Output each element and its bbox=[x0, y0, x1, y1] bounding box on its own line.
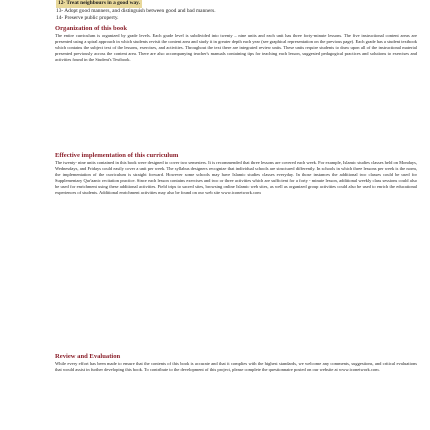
rules-list bbox=[56, 0, 416, 23]
section-heading: Organization of this book bbox=[55, 25, 127, 32]
section-heading: Review and Evaluation bbox=[55, 353, 121, 360]
implementation-section bbox=[55, 152, 417, 196]
section-heading: Effective implementation of this curriculum bbox=[55, 152, 179, 159]
list-item: 14- Preserve public property. bbox=[56, 15, 119, 21]
organization-section bbox=[55, 25, 417, 63]
section-paragraph: The twenty- nine units contained in this book were designed to cover two semesters. It is recommended that three lessons are covered each week. For example, Islamic studies classes held on Mondays, Wednesdays, and Fridays could easily cover a unit per week. The syllabus designers recognize that individual schools are structured differently. In schools in which three lessons per week is the norm, the implementation of the curriculum is straight forward. However some schools may have Islamic studies classes everyday. In those instances the additional two classes could be used for Supplementary Qur'aanic recitation practice. Since each lesson contains exercises and two or three activities which are sufficient for a forty - minute lesson, additional weekly class sessions could also be used for enrichment using these additional activities. Field trips to sacred sites, browsing online Islamic web sites, as well as organized group activities could also be used to enrich the educational experiences of students. Additional enrichment activities may also be found on our web site www.iconetwork.com bbox=[55, 160, 417, 195]
section-paragraph: While every effort has been made to ensure that the contents of this book is accurate and that it complies with the highest standards, we welcome any comments, suggestions, and critical evaluations that would assist in further developing this book. To contribute to the development of this project, please complete the questionnaire posted on our website at www.iconetwork.com. bbox=[55, 361, 417, 372]
list-item: 12- Treat neighbours in a good way. bbox=[58, 0, 140, 6]
section-paragraph: The entire curriculum is organized by grade levels. Each grade level is subdivided into twenty – nine units and each unit has three forty-minute lessons. The five instructional content areas are presented using a spiral approach in which students revisit the content area and study it in greater depth each year (see graphical representation on the previous page). Each grade has a student textbook which contains the subject text of the lessons, exercises, and activities. Throughout the text there are integrated review units. These units require students to draw upon all of the instructional material presented previously across the content area. There are also accompanying teacher's manuals containing tips for teaching each lesson, suggested pedagogical practices and solutions to exercises and activities found in the Student's Textbook. bbox=[55, 33, 417, 62]
list-item: 13- Adopt good manners, and distinguish between good and bad manners. bbox=[56, 7, 216, 14]
review-section bbox=[55, 353, 417, 373]
